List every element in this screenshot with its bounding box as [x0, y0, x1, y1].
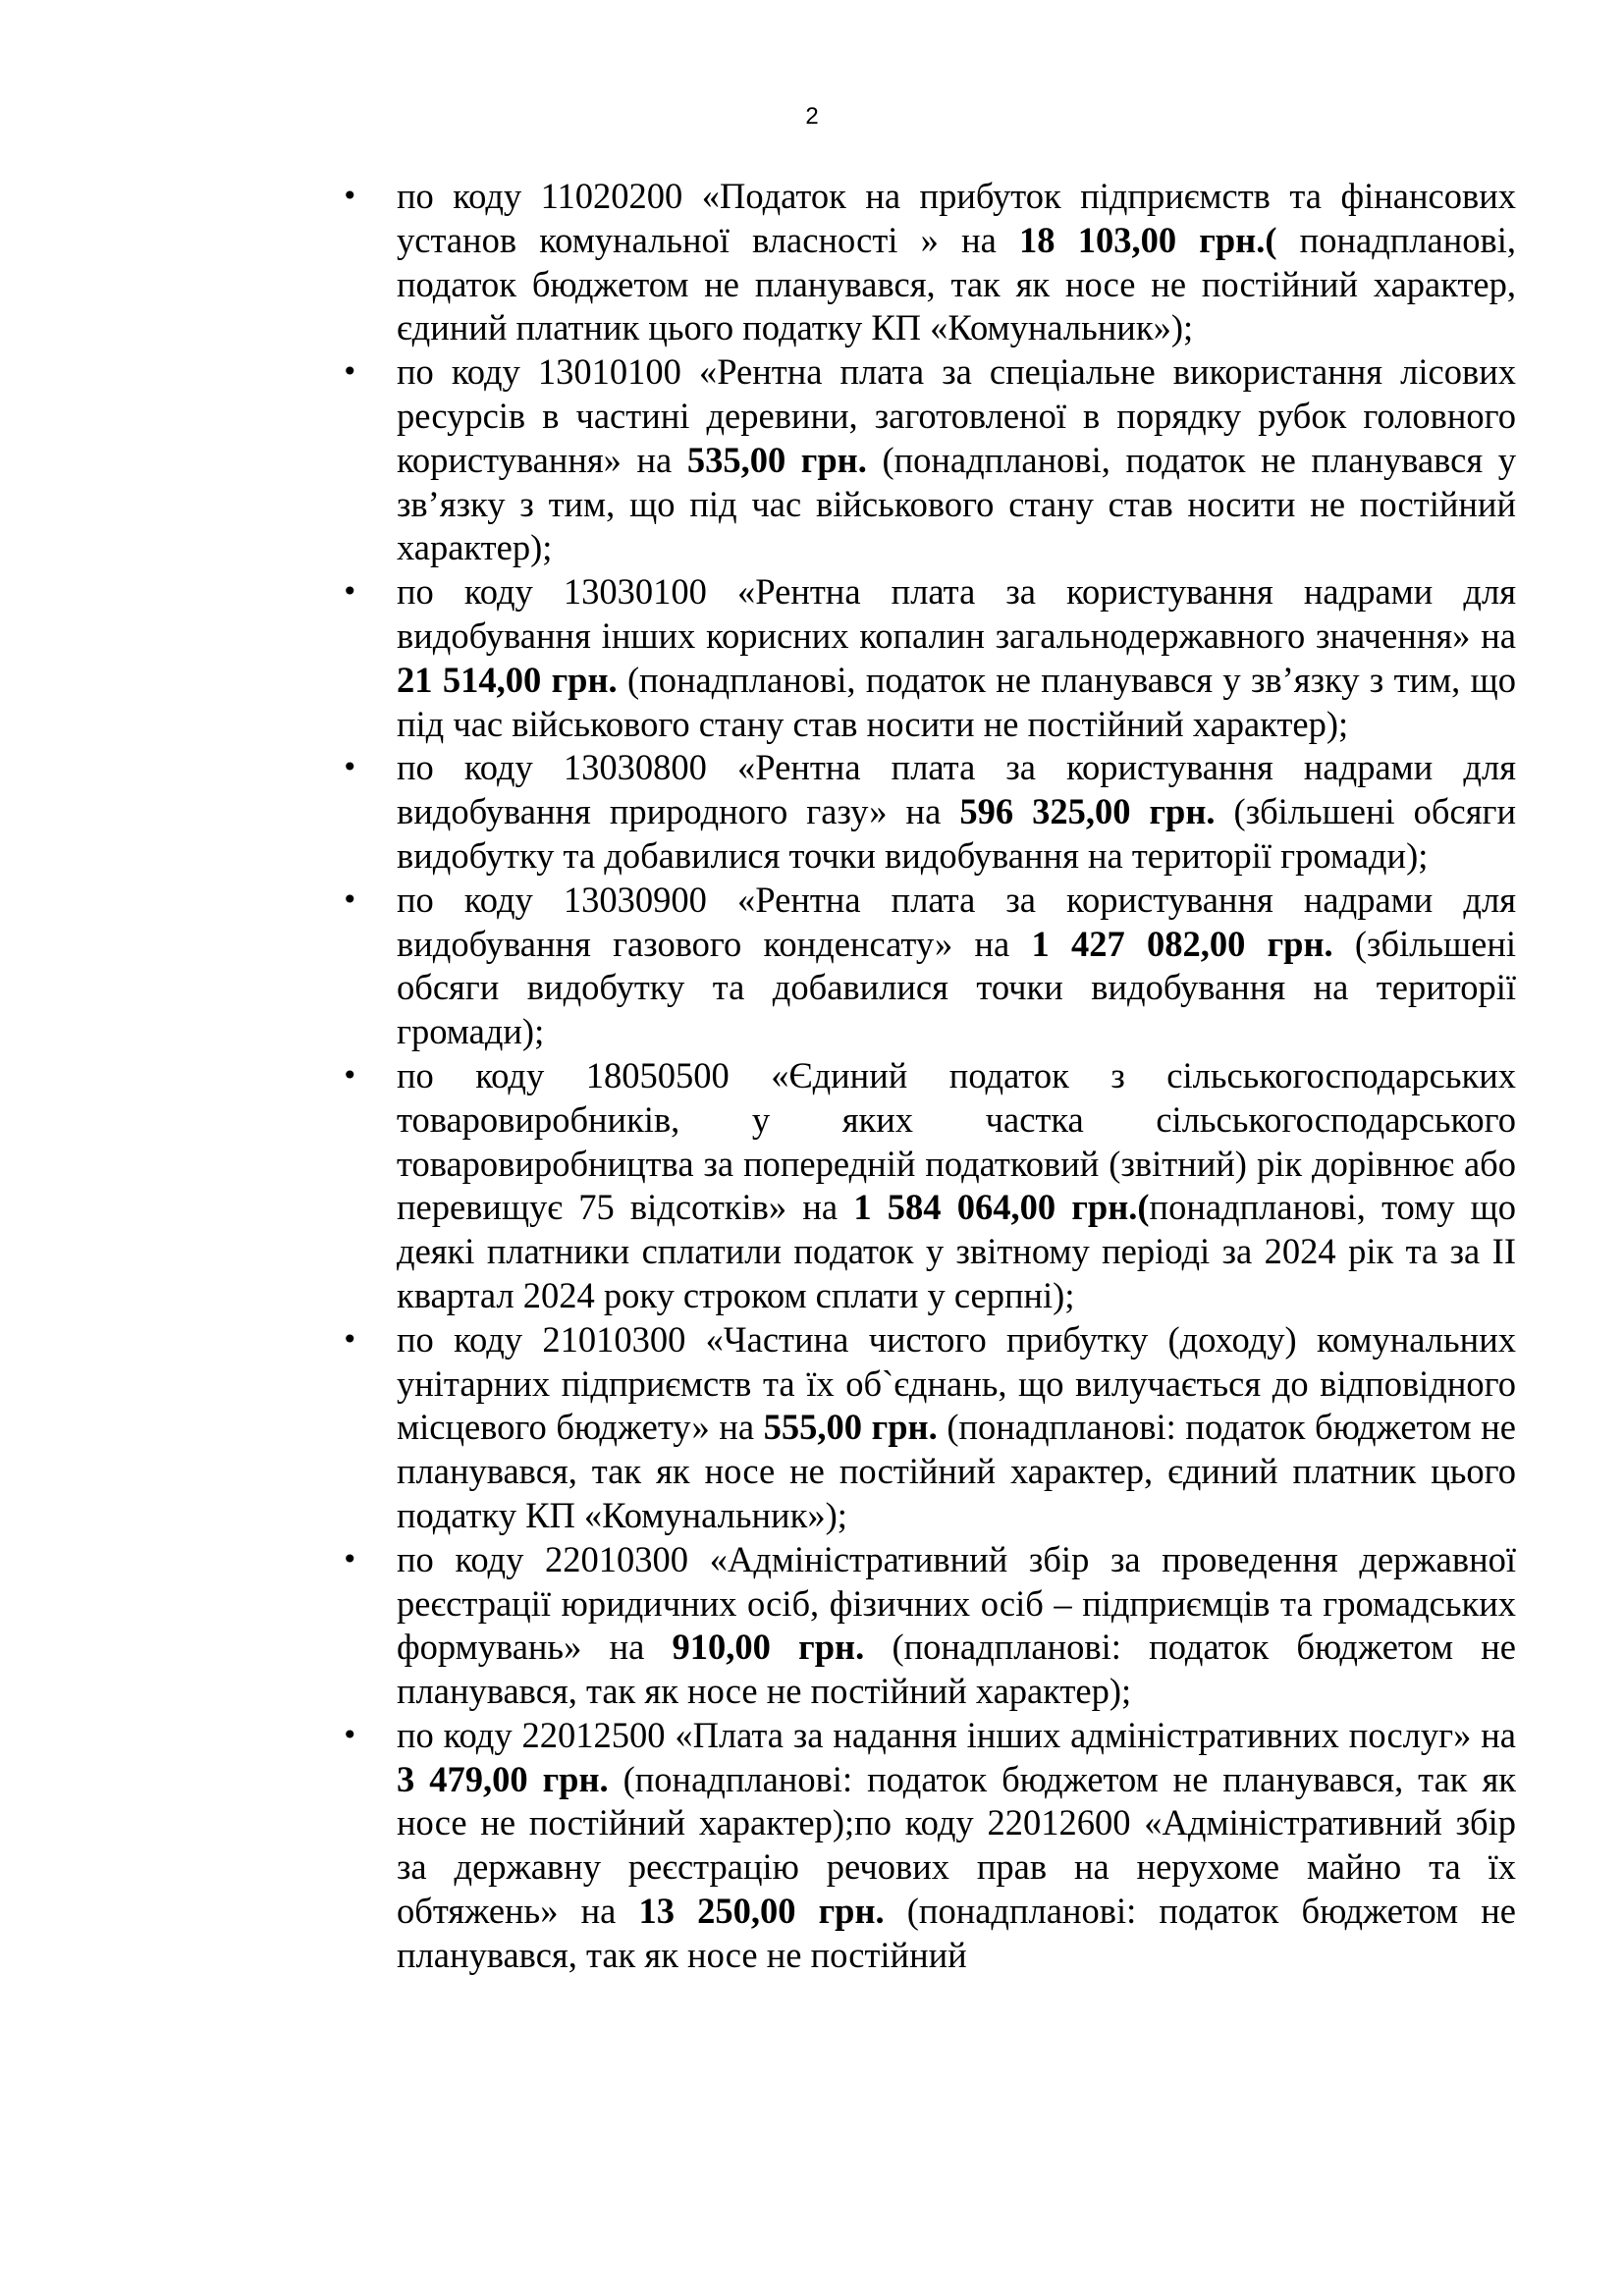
item-amount: 18 103,00 грн.( [1019, 219, 1277, 260]
bullet-icon: • [342, 575, 358, 609]
list-item [342, 746, 1516, 878]
revenue-code-list [342, 175, 1517, 1978]
item-text-after: (понадпланові, податок не планувався у зв’язку з тим, що під час військового стану став носити не постійний характер); [397, 659, 1517, 744]
bullet-icon: • [342, 1718, 358, 1751]
item-text-after: (понадпланові: податок бюджетом не планувався, так як носе не постійний характер); [397, 1627, 1517, 1712]
bullet-icon: • [342, 1322, 358, 1356]
item-text-after-second: (понадпланові: податок бюджетом не планувався, так як носе не постійний [397, 1891, 1516, 1975]
item-text-after: (збільшені обсяги видобутку та добавилися точки видобування на території громади); [397, 791, 1516, 876]
bullet-icon: • [342, 882, 358, 916]
item-text: по коду 13030100 «Рентна плата за користування надрами для видобування інших корисних копалин загальнодержавного значення» на [397, 571, 1516, 656]
list-item [342, 570, 1517, 746]
item-text: по коду 18050500 «Єдиний податок з сільськогосподарських товаровиробників, у яких частка сільськогосподарського товаровиробництва за попередній податковий (звітний) рік дорівнює або перевищує 75 відсотків» на [397, 1054, 1516, 1228]
item-text-after: (збільшені обсяги видобутку та добавилися точки видобування на території громади); [397, 923, 1516, 1052]
item-amount: 535,00 грн. [686, 439, 867, 480]
list-item [342, 1318, 1517, 1538]
page-number: 2 [805, 103, 819, 130]
list-item [342, 1054, 1517, 1318]
item-amount: 3 479,00 грн. [397, 1758, 609, 1799]
item-text-after: понадпланові, податок бюджетом не планувався, так як носе не постійний характер, єдиний платник цього податку КП «Комунальник»); [397, 219, 1517, 348]
item-text: по коду 13010100 «Рентна плата за спеціальне використання лісових ресурсів в частині деревини, заготовленої в порядку рубок головного користування» на [397, 351, 1516, 480]
item-text-after: понадпланові, тому що деякі платники сплатили податок у звітному періоді за 2024 рік та за ІІ квартал 2024 року строком сплати у серпні); [397, 1187, 1517, 1315]
list-item [342, 350, 1517, 570]
item-text: по коду 22012500 «Плата за надання інших адміністративних послуг» на [397, 1714, 1516, 1755]
item-text-after: (понадпланові, податок не планувався у зв’язку з тим, що під час військового стану став носити не постійний характер); [397, 439, 1517, 568]
item-amount: 1 427 082,00 грн. [1031, 923, 1333, 964]
bullet-icon: • [342, 355, 358, 389]
item-amount: 596 325,00 грн. [959, 791, 1216, 832]
bullet-icon: • [342, 751, 358, 784]
bullet-icon: • [342, 1542, 358, 1575]
list-item [342, 1538, 1517, 1714]
item-text: по коду 13030900 «Рентна плата за користування надрами для видобування газового конденсату» на [397, 879, 1516, 964]
item-text: по коду 22010300 «Адміністративний збір за проведення державної реєстрації юридичних осіб, фізичних осіб – підприємців та громадських формувань» на [397, 1538, 1516, 1668]
list-item [342, 1714, 1517, 1978]
item-amount: 555,00 грн. [763, 1407, 938, 1448]
item-amount: 910,00 грн. [672, 1627, 865, 1668]
item-text-after: (понадпланові: податок бюджетом не планувався, так як носе не постійний характер);по коду 22012600 «Адміністративний збір за державну реєстрацію речових прав на нерухоме майно та їх обтяжень» на [397, 1758, 1517, 1932]
bullet-icon: • [342, 180, 358, 212]
item-text: по коду 11020200 «Податок на прибуток підприємств та фінансових установ комунальної власності » на [397, 176, 1516, 260]
bullet-icon: • [342, 1058, 358, 1092]
list-item [342, 175, 1517, 350]
list-item [342, 879, 1516, 1054]
item-text: по коду 21010300 «Частина чистого прибутку (доходу) комунальних унітарних підприємств та їх об`єднань, що вилучається до відповідного місцевого бюджету» на [397, 1318, 1516, 1448]
item-text: по коду 13030800 «Рентна плата за користування надрами для видобування природного газу» на [397, 747, 1516, 832]
item-amount: 1 584 064,00 грн.( [853, 1187, 1150, 1228]
item-amount: 21 514,00 грн. [397, 659, 618, 700]
item-text-after: (понадпланові: податок бюджетом не планувався, так як носе не постійний характер, єдиний платник цього податку КП «Комунальник»); [397, 1407, 1517, 1535]
item-amount-second: 13 250,00 грн. [638, 1891, 885, 1932]
